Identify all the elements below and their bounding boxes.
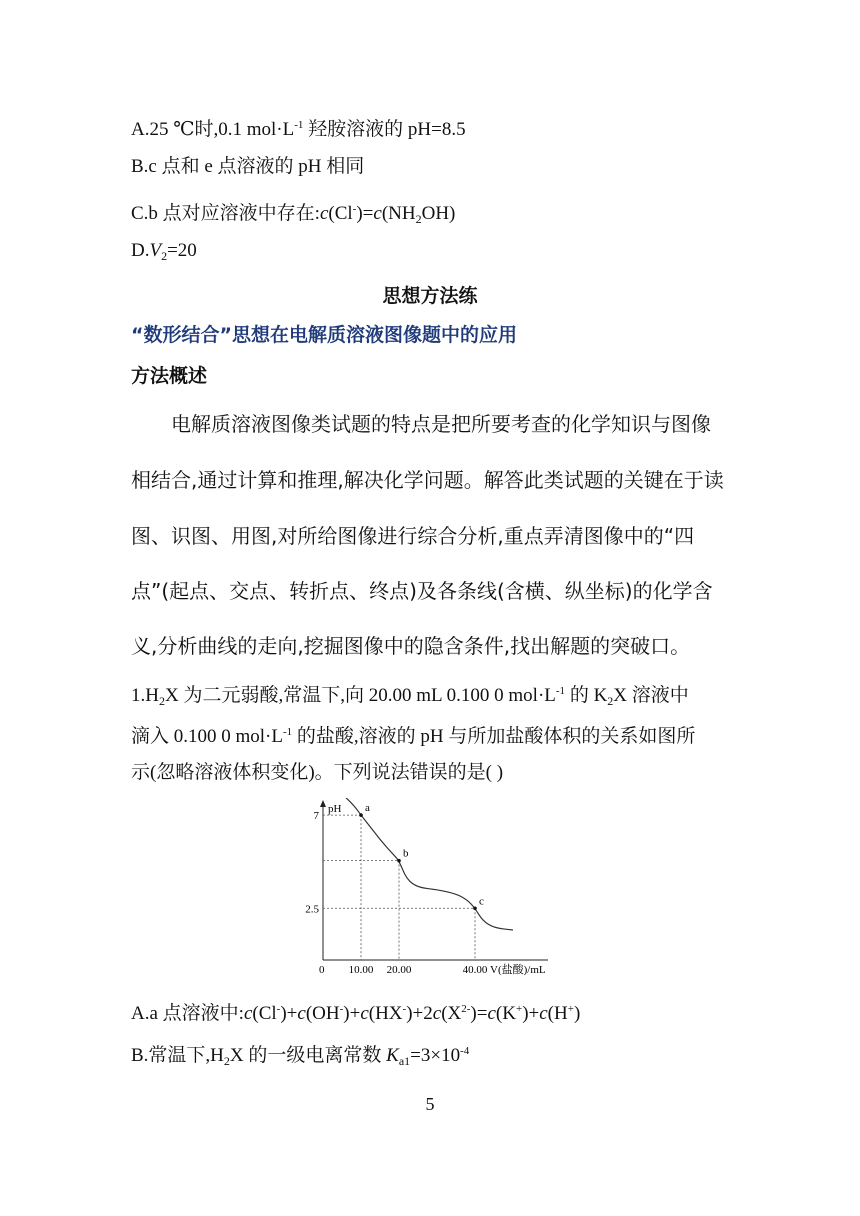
paragraph-line-2: 相结合,通过计算和推理,解决化学问题。解答此类试题的关键在于读 [131, 468, 724, 492]
y-axis-arrow [320, 800, 326, 807]
page-number: 5 [425, 1094, 435, 1114]
point-label-c: c [479, 895, 484, 908]
option-a: A.25 ℃时,0.1 $mol\cdot L^{-1}$ 羟胺溶液的 pH=8.5 [131, 119, 466, 140]
paragraph-line-3: 图、识图、用图,对所给图像进行综合分析,重点弄清图像中的“四 [131, 524, 695, 548]
question-line-3: 示(忽略溶液体积变化)。下列说法错误的是( ) [131, 762, 504, 783]
option-d: $D.V_2=20$ [131, 240, 197, 263]
paragraph-line-5: 义,分析曲线的走向,挖掘图像中的隐含条件,找出解题的突破口。 [131, 634, 691, 658]
y-tick-label: 2.5 [305, 903, 319, 916]
origin-label: 0 [319, 964, 325, 976]
y-tick-label: 7 [313, 810, 319, 823]
answer-b: B.常温下$,H_2X$ 的一级电离常数 $K_{a1}=3\times 10^{-4}$ [131, 1045, 470, 1068]
paragraph-line-1: 电解质溶液图像类试题的特点是把所要考查的化学知识与图像 [171, 412, 711, 436]
x-tick-label: 40.00 [462, 964, 488, 976]
topic-title: “数形结合”思想在电解质溶液图像题中的应用 [131, 324, 517, 346]
question-line-1: $1.H_2X$ 为二元弱酸,常温下,向 20.00 mL 0.100 0 $mol\cdot L^{-1}$ 的 $K_2X$ 溶液中 [131, 685, 689, 708]
x-tick-label: 10.00 [348, 964, 374, 976]
x-axis-label: V(盐酸)/mL [490, 964, 546, 976]
ph-curve [323, 798, 513, 930]
section-title: 思想方法练 [382, 285, 478, 307]
point-a [359, 813, 363, 817]
option-b: B.c 点和 e 点溶液的 pH 相同 [131, 156, 365, 177]
method-heading: 方法概述 [131, 365, 208, 387]
option-c: C.b 点对应溶液中存在$:c(Cl^-)=c(NH_2OH)$ [131, 203, 456, 226]
point-label-b: b [403, 847, 409, 860]
x-tick-label: 20.00 [386, 964, 412, 976]
titration-chart [298, 798, 568, 978]
point-label-a: a [365, 802, 370, 815]
point-c [473, 906, 477, 910]
point-b [397, 859, 401, 863]
paragraph-line-4: 点”(起点、交点、转折点、终点)及各条线(含横、纵坐标)的化学含 [131, 579, 713, 603]
y-axis-label: pH [328, 803, 342, 815]
answer-a: A.a 点溶液中$:c(Cl^-)+c(OH^-)+c(HX^-)+2c(X^{2-})=c(K^+)+c(H^+)$ [131, 1003, 581, 1024]
question-line-2: 滴入 0.100 0 $mol\cdot L^{-1}$ 的盐酸,溶液的 pH 与所加盐酸体积的关系如图所 [131, 726, 696, 747]
